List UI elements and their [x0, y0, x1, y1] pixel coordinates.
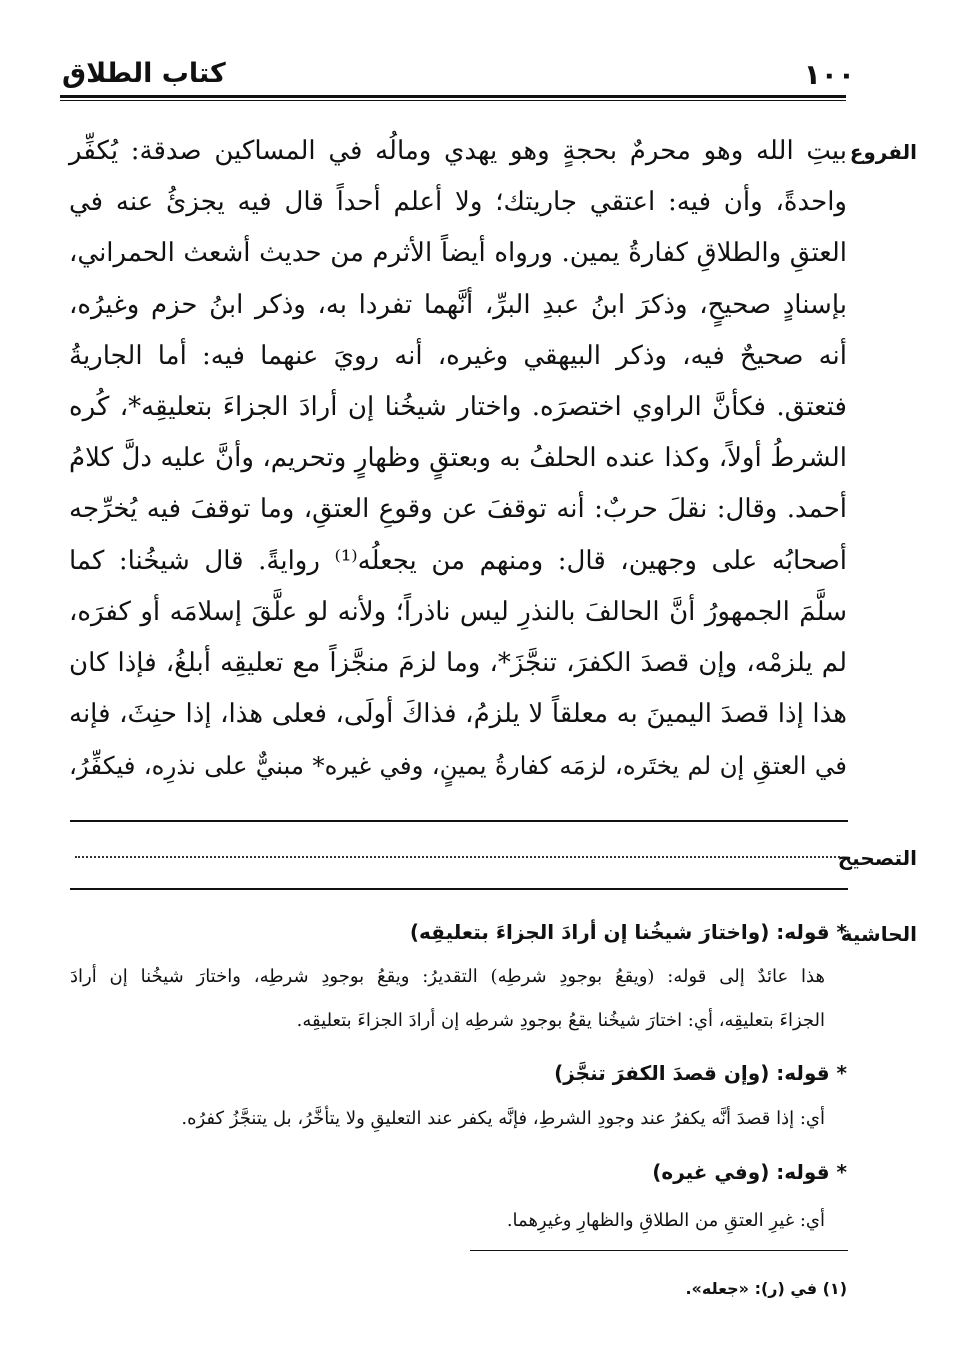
- main-text-line: أصحابُه على وجهين، قال: ومنهم من يجعلُه⁽¹⁾ روايةً. قال شيخُنا: كما: [69, 545, 847, 576]
- note-text-line: أي: إذا قصدَ أنَّه يكفرُ عند وجودِ الشرطِ، فإنَّه يكفر عند التعليقِ ولا يتأخَّرُ، بل يتنجَّزُ كفرُه.: [181, 1108, 825, 1129]
- running-header-title: كتاب الطلاق: [62, 58, 226, 89]
- note-text-line: هذا عائدٌ إلى قوله: (ويقعُ بوجودِ شرطِه) التقديرُ: ويقعُ بوجودِ شرطِه، واختارَ شيخُنا إن أرادَ: [70, 966, 826, 987]
- footnote-divider: [470, 1250, 848, 1251]
- correction-dotted-line: [75, 856, 840, 858]
- footnote: (١) في (ر): «جعله».: [685, 1279, 847, 1298]
- note-heading: * قوله: (وفي غيره): [652, 1160, 847, 1184]
- main-text-line: في العتقِ إن لم يختَره، لزمَه كفارةُ يمينٍ، وفي غيره* مبنيٌّ على نذرِه، فيكفِّرُ،: [69, 751, 847, 781]
- main-text-line: لم يلزمْه، وإن قصدَ الكفرَ، تنجَّزَ*، وما لزمَ منجَّزاً مع تعليقِه أبلغُ، فإذا كان: [69, 647, 847, 678]
- main-text-line: واحدةً، وأن فيه: اعتقي جاريتك؛ ولا أعلم أحداً قال فيه يجزئُ عنه في: [69, 187, 847, 218]
- main-text-line: بيتِ الله وهو محرمٌ بحجةٍ وهو يهدي ومالُه في المساكين صدقة: يُكفِّر: [69, 136, 847, 166]
- note-text-line: الجزاءَ بتعليقِه، أي: اختارَ شيخُنا يقعُ بوجودِ شرطِه إن أرادَ الجزاءَ بتعليقِه.: [296, 1010, 825, 1031]
- main-text-line: أحمد. وقال: نقلَ حربٌ: أنه توقفَ عن وقوعِ العتقِ، وما توقفَ فيه يُخرِّجه: [69, 494, 847, 525]
- main-text-line: سلَّمَ الجمهورُ أنَّ الحالفَ بالنذرِ ليس ناذراً؛ ولأنه لو علَّقَ إسلامَه أو كفرَه،: [69, 596, 847, 627]
- main-text-line: الشرطُ أولاً، وكذا عنده الحلفُ به وبعتقٍ وظهارٍ وتحريم، وأنَّ عليه دلَّ كلامُ: [69, 443, 847, 474]
- note-text-line: أي: غيرِ العتقِ من الطلاقِ والظهارِ وغيرِهما.: [506, 1210, 825, 1231]
- page-number: ١٠٠: [803, 58, 855, 91]
- furu-section-label: الفروع: [849, 140, 917, 164]
- note-heading: * قوله: (وإن قصدَ الكفرَ تنجَّز): [554, 1061, 847, 1085]
- correction-divider: [70, 888, 848, 890]
- main-text-line: فتعتق. فكأنَّ الراوي اختصرَه. واختار شيخُنا إن أرادَ الجزاءَ بتعليقِه*، كُره: [69, 391, 847, 422]
- header-rule: [60, 95, 846, 98]
- header-rule-thin: [60, 100, 846, 101]
- hashiya-label: الحاشية: [840, 922, 917, 946]
- correction-label: التصحيح: [837, 846, 917, 870]
- main-text-line: العتقِ والطلاقِ كفارةُ يمين. ورواه أيضاً الأثرم من حديث أشعث الحمراني،: [69, 238, 847, 269]
- main-text-line: أنه صحيحٌ فيه، وذكر البيهقي وغيره، أنه رويَ عنهما فيه: أما الجاريةُ: [69, 340, 847, 371]
- main-text-divider: [70, 820, 848, 822]
- main-text-line: بإسنادٍ صحيحٍ، وذكرَ ابنُ عبدِ البرِّ، أنَّهما تفردا به، وذكر ابنُ حزم وغيرُه،: [69, 289, 847, 320]
- main-text-line: هذا إذا قصدَ اليمينَ به معلقاً لا يلزمُ، فذاكَ أولَى، فعلى هذا، إذا حنِثَ، فإنه: [69, 699, 847, 730]
- note-heading: * قوله: (واختارَ شيخُنا إن أرادَ الجزاءَ بتعليقِه): [409, 920, 847, 944]
- main-text: [69, 126, 847, 791]
